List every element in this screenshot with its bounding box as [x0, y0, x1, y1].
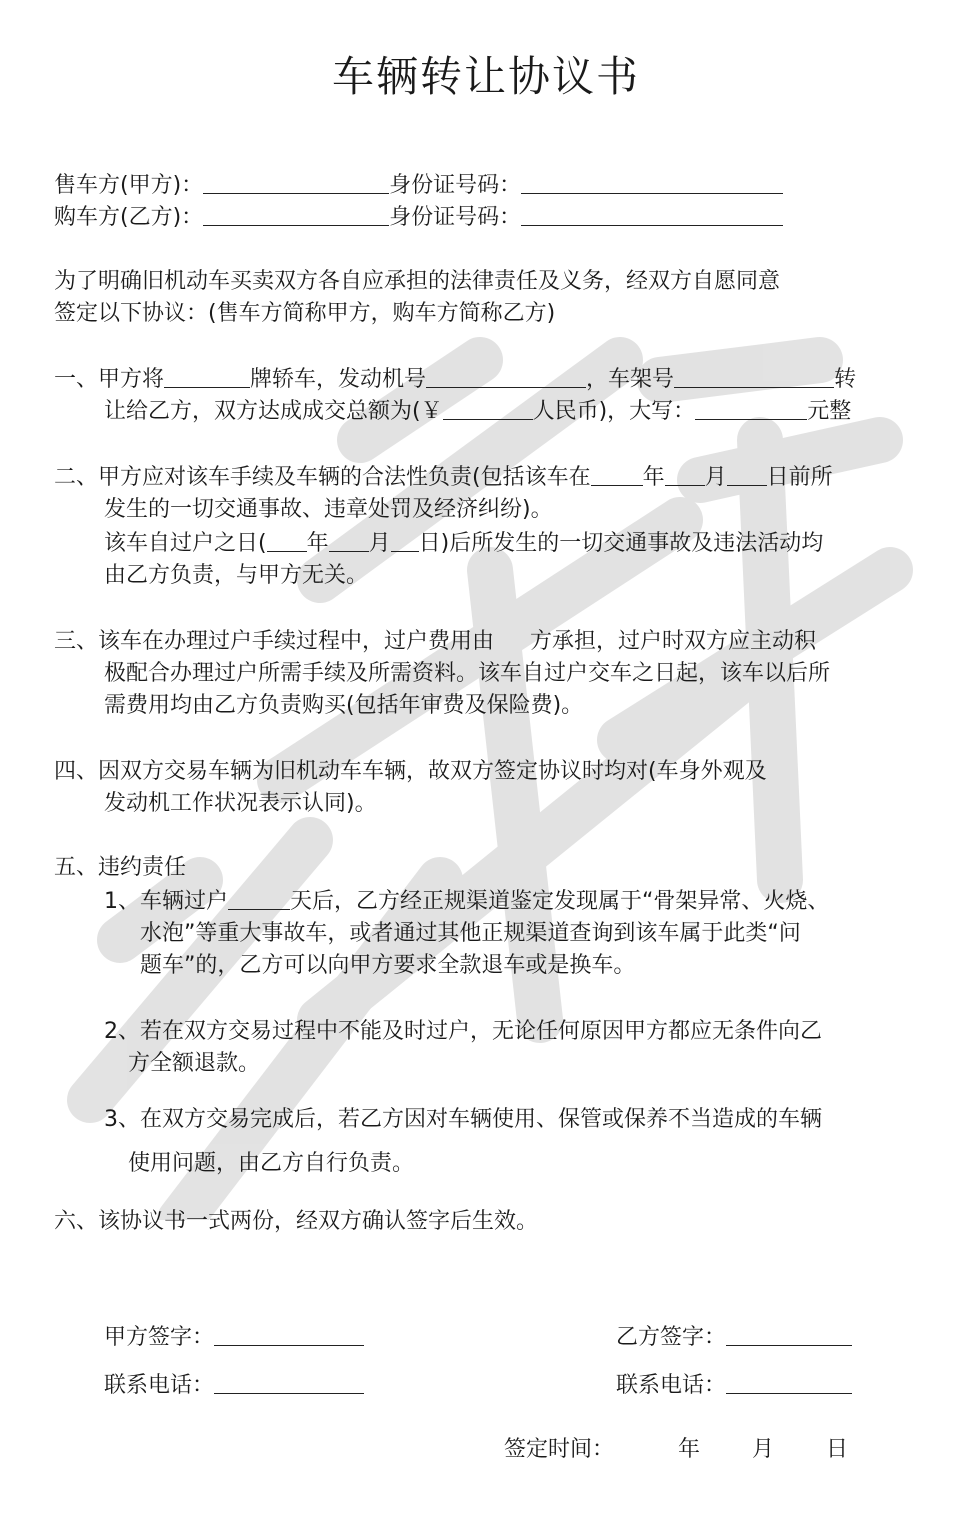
party-a-sign-blank[interactable] — [214, 1323, 364, 1346]
section-2-month-2: 月 — [368, 531, 391, 556]
buyer-label: 购车方(乙方)： — [54, 205, 204, 230]
section-2-text-a: 甲方应对该车手续及车辆的合法性负责(包括该车在 — [98, 465, 591, 490]
party-a-phone-row — [104, 1370, 364, 1402]
section-2-text-b: 日前所 — [766, 465, 833, 490]
section-4-number: 四、 — [54, 759, 99, 784]
section-6: 六、该协议书一式两份，经双方确认签字后生效。 — [54, 1209, 539, 1234]
section-2-line-2: 发生的一切交通事故、违章处罚及经济纠纷)。 — [104, 497, 553, 522]
section-1-text-e: 让给乙方，双方达成成交总额为(￥ — [104, 399, 443, 424]
intro-line-1: 为了明确旧机动车买卖双方各自应承担的法律责任及义务，经双方自愿同意 — [54, 269, 781, 294]
section-2-line-4: 由乙方负责，与甲方无关。 — [104, 563, 369, 588]
signing-date-row — [504, 1434, 848, 1466]
seller-id-blank[interactable] — [521, 171, 783, 194]
section-5-item-2-line-2: 方全额退款。 — [128, 1051, 261, 1076]
signing-day: 日 — [826, 1437, 849, 1462]
section-3-line-3: 需费用均由乙方负责购买(包括年审费及保险费)。 — [104, 693, 584, 718]
section-5-item-1-line-3: 题车”的，乙方可以向甲方要求全款退车或是换车。 — [140, 953, 636, 978]
amount-words-blank[interactable] — [695, 397, 807, 420]
section-1-text-d: 转 — [834, 367, 857, 392]
item-1-text-a: 1、车辆过户 — [104, 889, 228, 914]
section-3-text-a: 该车在办理过户手续过程中，过户费用由 — [98, 629, 495, 654]
section-5-heading: 五、违约责任 — [54, 855, 187, 880]
section-4-text: 因双方交易车辆为旧机动车车辆，故双方签定协议时均对(车身外观及 — [98, 759, 767, 784]
signing-month: 月 — [752, 1437, 775, 1462]
section-1-line-1 — [54, 364, 856, 396]
seller-name-blank[interactable] — [203, 171, 389, 194]
section-2-year-2: 年 — [306, 531, 329, 556]
section-2-month: 月 — [704, 465, 727, 490]
section-1-text-a: 甲方将 — [98, 367, 165, 392]
liability-month-blank[interactable] — [665, 463, 705, 486]
section-5-item-3-line-1: 3、在双方交易完成后，若乙方因对车辆使用、保管或保养不当造成的车辆 — [104, 1107, 822, 1132]
party-a-phone-label: 联系电话： — [104, 1373, 215, 1398]
transfer-month-blank[interactable] — [329, 529, 369, 552]
section-2-line-1 — [54, 462, 833, 494]
section-1-text-g: 元整 — [807, 399, 852, 424]
party-a-sign-row — [104, 1322, 364, 1354]
section-3-line-2: 极配合办理过户所需手续及所需资料。该车自过户交车之日起，该车以后所 — [104, 661, 831, 686]
section-2-year: 年 — [642, 465, 665, 490]
seller-id-label: 身份证号码： — [389, 173, 522, 198]
transfer-day-blank[interactable] — [391, 529, 419, 552]
section-5-item-1-line-2: 水泡”等重大事故车，或者通过其他正规渠道查询到该车属于此类“问 — [140, 921, 801, 946]
liability-day-blank[interactable] — [727, 463, 767, 486]
seller-row — [54, 170, 783, 202]
party-b-phone-blank[interactable] — [726, 1371, 852, 1394]
signing-date-label: 签定时间： — [504, 1437, 615, 1462]
liability-year-blank[interactable] — [591, 463, 643, 486]
party-a-phone-blank[interactable] — [214, 1371, 364, 1394]
item-1-text-b: 天后，乙方经正规渠道鉴定发现属于“骨架异常、火烧、 — [290, 889, 830, 914]
section-2-line-3 — [104, 528, 823, 560]
section-1-number: 一、 — [54, 367, 99, 392]
section-2-text-d: 日)后所发生的一切交通事故及违法活动均 — [418, 531, 824, 556]
section-1-text-b: 牌轿车，发动机号 — [250, 367, 427, 392]
buyer-row — [54, 202, 783, 234]
buyer-name-blank[interactable] — [203, 203, 389, 226]
section-3-number: 三、 — [54, 629, 99, 654]
seller-label: 售车方(甲方)： — [54, 173, 204, 198]
section-1-line-2 — [104, 396, 851, 428]
transfer-year-blank[interactable] — [267, 529, 307, 552]
days-after-transfer-blank[interactable] — [228, 887, 290, 910]
section-2-text-c: 该车自过户之日( — [104, 531, 267, 556]
vin-blank[interactable] — [674, 365, 834, 388]
section-1-text-c: ，车架号 — [586, 367, 675, 392]
buyer-id-blank[interactable] — [521, 203, 783, 226]
section-3-text-b: 方承担，过户时双方应主动积 — [530, 629, 817, 654]
section-1-text-f: 人民币)，大写： — [532, 399, 696, 424]
buyer-id-label: 身份证号码： — [389, 205, 522, 230]
party-b-sign-label: 乙方签字： — [616, 1325, 727, 1350]
section-4-line-2: 发动机工作状况表示认同)。 — [104, 791, 377, 816]
party-a-sign-label: 甲方签字： — [104, 1325, 215, 1350]
party-b-sign-blank[interactable] — [726, 1323, 852, 1346]
party-b-sign-row — [616, 1322, 852, 1354]
plate-blank[interactable] — [164, 365, 250, 388]
amount-blank[interactable] — [443, 397, 533, 420]
section-3-line-1 — [54, 626, 816, 658]
section-5-item-1-line-1 — [104, 886, 829, 918]
engine-number-blank[interactable] — [426, 365, 586, 388]
party-b-phone-label: 联系电话： — [616, 1373, 727, 1398]
document-title: 车辆转让协议书 — [331, 52, 640, 101]
section-5-item-2-line-1: 2、若在双方交易过程中不能及时过户，无论任何原因甲方都应无条件向乙 — [104, 1019, 822, 1044]
section-5-item-3-line-2: 使用问题，由乙方自行负责。 — [128, 1151, 415, 1176]
signing-year: 年 — [678, 1437, 701, 1462]
section-4-line-1 — [54, 756, 767, 788]
intro-line-2: 签定以下协议：(售车方简称甲方，购车方简称乙方) — [54, 301, 556, 326]
section-2-number: 二、 — [54, 465, 99, 490]
party-b-phone-row — [616, 1370, 852, 1402]
